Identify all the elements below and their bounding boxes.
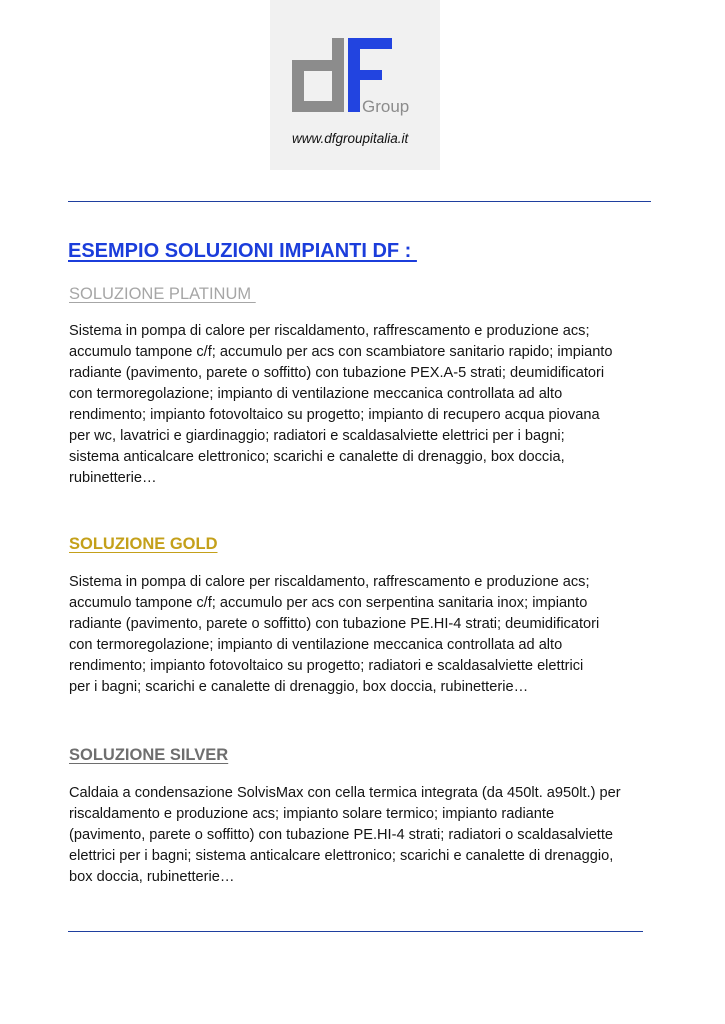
section-text-gold — [69, 572, 669, 698]
text-line: Sistema in pompa di calore per riscaldamento, raffrescamento e produzione acs; — [69, 323, 590, 339]
text-line: Sistema in pompa di calore per riscaldamento, raffrescamento e produzione acs; — [69, 574, 590, 590]
top-divider — [68, 201, 651, 202]
df-group-logo — [270, 0, 440, 170]
section-title-platinum: SOLUZIONE PLATINUM — [69, 285, 256, 303]
text-line: elettrici per i bagni; sistema anticalcare elettronico; scarichi e canalette di drenaggio, — [69, 848, 614, 864]
text-line: rubinetterie… — [69, 470, 157, 486]
text-line: accumulo tampone c/f; accumulo per acs con scambiatore sanitario rapido; impianto — [69, 344, 613, 360]
text-line: sistema anticalcare elettronico; scarichi e canalette di drenaggio, box doccia, — [69, 449, 565, 465]
section-title-silver: SOLUZIONE SILVER — [69, 746, 229, 764]
text-line: radiante (pavimento, parete o soffitto) con tubazione PEX.A-5 strati; deumidificatori — [69, 365, 605, 381]
text-line: box doccia, rubinetterie… — [69, 869, 235, 885]
logo-website-text: www.dfgroupitalia.it — [292, 131, 409, 146]
text-line: con termoregolazione; impianto di ventilazione meccanica controllata ad alto — [69, 386, 563, 402]
section-text-platinum — [69, 321, 669, 489]
section-title-gold: SOLUZIONE GOLD — [69, 535, 218, 553]
text-line: riscaldamento e produzione acs; impianto solare termico; impianto radiante — [69, 806, 555, 822]
logo-brand-text: Group — [362, 97, 410, 116]
text-line: Caldaia a condensazione SolvisMax con cella termica integrata (da 450lt. a950lt.) per — [69, 785, 621, 801]
text-line: (pavimento, parete o soffitto) con tubazione PE.HI-4 strati; radiatori o scaldasalviette — [69, 827, 614, 843]
text-line: rendimento; impianto fotovoltaico su progetto; radiatori e scaldasalviette elettrici — [69, 658, 584, 674]
logo-f-top-bar — [348, 38, 392, 49]
section-text-silver — [69, 783, 669, 888]
page-heading: ESEMPIO SOLUZIONI IMPIANTI DF : — [68, 240, 417, 262]
text-line: con termoregolazione; impianto di ventilazione meccanica controllata ad alto — [69, 637, 563, 653]
text-line: per i bagni; scarichi e canalette di drenaggio, box doccia, rubinetterie… — [69, 679, 529, 695]
text-line: per wc, lavatrici e giardinaggio; radiatori e scaldasalviette elettrici per i bagni; — [69, 428, 565, 444]
text-line: rendimento; impianto fotovoltaico su progetto; impianto di recupero acqua piovana — [69, 407, 600, 423]
logo-f-cross-bar — [348, 70, 382, 80]
logo-d-stem — [332, 38, 344, 112]
bottom-divider — [68, 931, 643, 932]
text-line: radiante (pavimento, parete o soffitto) con tubazione PE.HI-4 strati; deumidificatori — [69, 616, 600, 632]
text-line: accumulo tampone c/f; accumulo per acs con serpentina sanitaria inox; impianto — [69, 595, 588, 611]
df-logo-mark — [270, 0, 440, 170]
